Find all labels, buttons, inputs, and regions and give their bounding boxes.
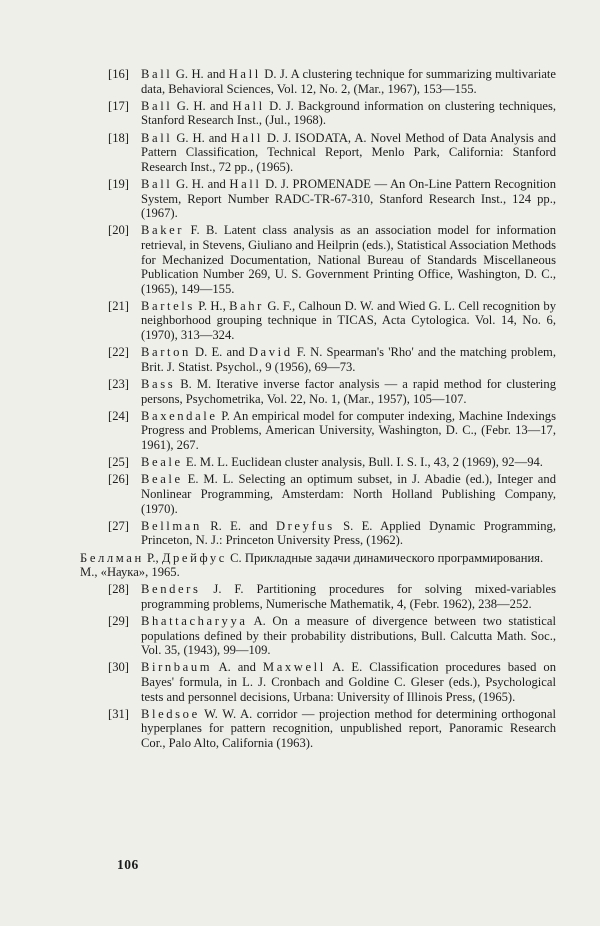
reference-text: F. B. Latent class analysis as an association model for information retrieval, in Stevens, Giuliano and Heilprin (eds.), Statistical Association Methods for Mechanized Documentation, National Bureau of Standards Miscellaneous Publication Number 269, U. S. Government Printing Office, Washington, D. C., (1965), 149—155. <box>141 223 556 296</box>
reference-text: R. E. and <box>201 518 276 533</box>
reference-number: [27] <box>108 518 129 533</box>
reference-entry <box>108 472 556 516</box>
reference-author: Beale <box>141 455 183 470</box>
reference-text: B. M. Iterative inverse factor analysis — a rapid method for clustering persons, Psychometrika, Vol. 22, No. 1, (Mar., 1957), 105—107. <box>141 377 556 406</box>
reference-author: Bledsoe <box>141 706 200 721</box>
reference-number: [29] <box>108 614 129 629</box>
reference-entry <box>108 614 556 658</box>
reference-entry <box>108 582 556 611</box>
reference-text: J. F. Partitioning procedures for solving mixed-variables programming problems, Numerische Mathematik, 4, (Febr. 1962), 238—252. <box>141 582 556 611</box>
reference-author: Ball <box>141 98 173 113</box>
reference-number: [25] <box>108 455 129 470</box>
reference-author: David <box>248 345 293 360</box>
reference-author: Maxwell <box>262 660 326 675</box>
reference-number: [18] <box>108 130 129 145</box>
reference-author: Дрейфус <box>161 550 227 565</box>
reference-text: G. H. and <box>172 98 233 113</box>
reference-author: Hall <box>232 98 265 113</box>
reference-author: Baxendale <box>141 408 218 423</box>
reference-number: [28] <box>108 582 129 597</box>
reference-author: Benders <box>141 582 201 597</box>
reference-entry <box>108 660 556 704</box>
reference-text: P. An empirical model for computer indexing, Machine Indexings Progress and Problems, American University, Washington, D. C., (Febr. 13—17, 1961), 267. <box>141 408 556 452</box>
reference-author: Hall <box>230 130 263 145</box>
reference-entry <box>108 409 556 453</box>
reference-text: D. J. PROMENADE — An On-Line Pattern Recognition System, Report Number RADC-TR-67-310, Stanford Research Inst., 124 pp., (1967). <box>141 176 556 221</box>
reference-entry <box>108 345 556 374</box>
reference-entry <box>108 455 556 470</box>
reference-text: A. and <box>212 660 263 675</box>
reference-text: D. E. and <box>190 345 249 360</box>
reference-list <box>80 67 557 753</box>
reference-entry <box>80 551 556 580</box>
reference-number: [19] <box>108 176 129 191</box>
reference-entry <box>108 377 556 406</box>
reference-author: Barton <box>141 345 191 360</box>
reference-text: D. J. Background information on clustering techniques, Stanford Research Inst., (Jul., 1968). <box>141 98 557 128</box>
reference-text: E. M. L. Euclidean cluster analysis, Bull. I. S. I., 43, 2 (1969), 92—94. <box>182 455 543 470</box>
reference-text: G. F., Calhoun D. W. and Wied G. L. Cell recognition by neighborhood grouping technique in TICAS, Acta Cytologica. Vol. 14, No. 6, (1970), 313—324. <box>141 298 556 343</box>
reference-author: Hall <box>228 67 261 81</box>
reference-number: [23] <box>108 377 129 392</box>
reference-number: [21] <box>108 298 129 313</box>
reference-entry <box>108 131 556 175</box>
reference-entry <box>108 707 556 751</box>
reference-author: Ball <box>141 176 173 191</box>
reference-number: [16] <box>108 67 129 81</box>
reference-number: [17] <box>108 98 129 113</box>
reference-author: Dreyfus <box>275 518 335 533</box>
reference-text: D. J. A clustering technique for summarizing multivariate data, Behavioral Sciences, Vol. 12, No. 2, (Mar., 1967), 153—155. <box>141 67 557 96</box>
reference-author: Baker <box>141 223 185 238</box>
reference-author: Beale <box>141 472 183 487</box>
reference-entry <box>108 299 556 343</box>
reference-author: Bass <box>141 377 176 392</box>
reference-author: Birnbaum <box>141 660 213 675</box>
reference-entry <box>108 99 556 128</box>
reference-author: Bhattacharyya <box>141 614 248 629</box>
reference-text: F. N. Spearman's 'Rho' and the matching problem, Brit. J. Statist. Psychol., 9 (1956), 69—73. <box>141 345 556 374</box>
reference-author: Hall <box>229 176 262 191</box>
reference-entry <box>108 519 556 548</box>
reference-text: A. E. Classification procedures based on Bayes' formula, in L. J. Cronbach and Goldine C. Gleser (eds.), Psychological tests and personnel decisions, Urbana: University of Illinois Press, (1965). <box>141 660 556 704</box>
reference-entry <box>108 177 556 221</box>
reference-author: Беллман <box>80 550 144 565</box>
reference-text: W. W. A. corridor — projection method for determining orthogonal hyperplanes for pattern recognition, unpublished report, Panoramic Research Cor., Palo Alto, California (1963). <box>141 706 556 751</box>
reference-author: Ball <box>141 130 173 145</box>
reference-text: P. H., <box>194 298 230 313</box>
reference-number: [24] <box>108 408 129 423</box>
reference-text: G. H. and <box>172 176 230 191</box>
reference-text: Р., <box>143 550 162 565</box>
reference-text: С. Прикладные задачи динамического программирования. М., «Наука», 1965. <box>80 550 544 580</box>
reference-author: Ball <box>141 67 173 81</box>
reference-entry <box>108 67 556 96</box>
reference-text: A. On a measure of divergence between two statistical populations defined by their probability distributions, Bull. Calcutta Math. Soc., Vol. 35, (1943), 99—109. <box>141 614 556 658</box>
reference-entry <box>108 223 556 296</box>
reference-text: G. H. and <box>172 130 231 145</box>
reference-text: D. J. ISODATA, A. Novel Method of Data Analysis and Pattern Classification, Technical Report, Menlo Park, California: Stanford Research Inst., 72 pp., (1965). <box>141 130 557 174</box>
reference-number: [26] <box>108 472 129 487</box>
reference-text: E. M. L. Selecting an optimum subset, in J. Abadie (ed.), Integer and Nonlinear Programming, Amsterdam: North Holland Publishing Company, (1970). <box>141 472 556 516</box>
reference-author: Bartels <box>141 298 195 313</box>
page-number: 106 <box>117 857 139 872</box>
reference-author: Bellman <box>141 518 202 533</box>
reference-number: [31] <box>108 706 129 721</box>
reference-text: G. H. and <box>172 67 229 81</box>
reference-author: Bahr <box>229 298 264 313</box>
reference-text: S. E. Applied Dynamic Programming, Princeton, N. J.: Princeton University Press, (1962). <box>141 518 557 548</box>
reference-number: [22] <box>108 345 129 360</box>
reference-number: [30] <box>108 660 129 675</box>
reference-number: [20] <box>108 223 129 238</box>
